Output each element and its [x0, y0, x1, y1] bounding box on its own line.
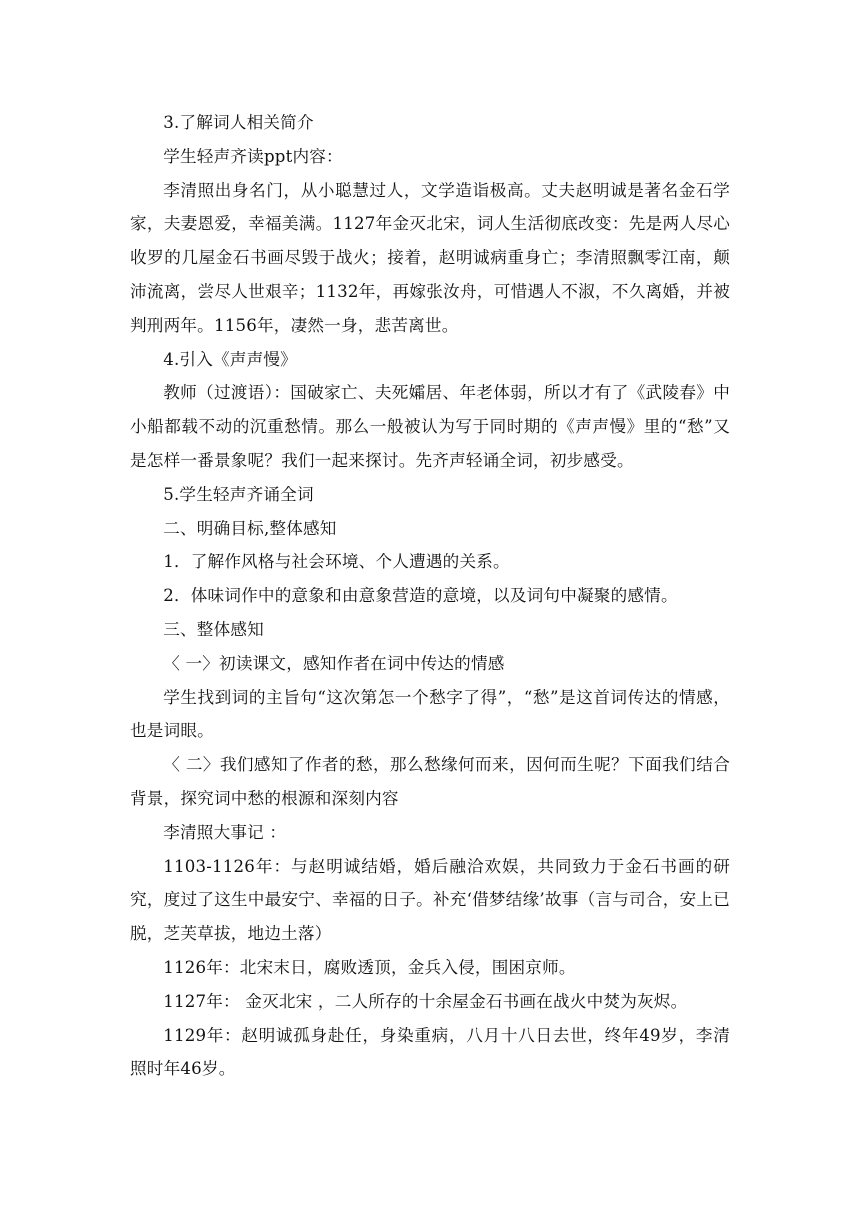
paragraph-part-3-heading: 三、整体感知	[163, 619, 264, 639]
paragraph-li-qingzhao-bio: 李清照出身名门，从小聪慧过人，文学造诣极高。丈夫赵明诚是著名金石学家，夫妻恩爱，幸福美满。1127年金灭北宋，词人生活彻底改变：先是两人尽心收罗的几屋金石书画尽毁于战火；接着，赵明诚病重身亡；李清照飘零江南，颠沛流离，尝尽人世艰辛；1132年，再嫁张汝舟，可惜遇人不淑，不久离婚，并被判刑两年。1156年，凄然一身，悲苦离世。	[130, 180, 730, 335]
paragraph-ppt-intro: 学生轻声齐读ppt内容：	[163, 146, 343, 166]
paragraph-section-3-heading: 3.了解词人相关简介	[163, 113, 314, 132]
paragraph-part-2-heading: 二、明确目标,整体感知	[163, 518, 337, 538]
paragraph-sub-1-heading: 〈 一〉初读课文，感知作者在词中传达的情感	[163, 653, 505, 673]
paragraph-timeline-1126: 1126年：北宋末日，腐败透顶，金兵入侵，围困京师。	[163, 957, 576, 977]
paragraph-timeline-1129: 1129年：赵明诚孤身赴任，身染重病，八月十八日去世，终年49岁，李清照时年46岁。	[130, 1025, 730, 1079]
paragraph-timeline-heading: 李清照大事记 ：	[163, 822, 287, 842]
paragraph-goal-1: 1．了解作风格与社会环境、个人遭遇的关系。	[163, 552, 510, 572]
paragraph-timeline-1127: 1127年： 金灭北宋 ，二人所存的十余屋金石书画在战火中焚为灰烬。	[163, 991, 688, 1011]
document-page	[130, 106, 730, 1086]
paragraph-section-4-heading: 4.引入《声声慢》	[163, 349, 297, 369]
paragraph-teacher-transition: 教师（过渡语）：国破家亡、夫死孀居、年老体弱，所以才有了《武陵春》中小船都载不动的沉重愁情。那么一般被认为写于同时期的《声声慢》里的“愁”又是怎样一番景象呢？我们一起来探讨。先齐声轻诵全词，初步感受。	[130, 383, 730, 470]
paragraph-timeline-1103: 1103-1126年：与赵明诚结婚，婚后融洽欢娱，共同致力于金石书画的研究，度过了这生中最安宁、幸福的日子。补充‘借梦结缘’故事（言与司合，安上已脱，芝芙草拔，地边土落）	[130, 856, 730, 944]
paragraph-sub-2-heading: 〈 二〉我们感知了作者的愁，那么愁缘何而来，因何而生呢？下面我们结合背景，探究词中愁的根源和深刻内容	[130, 755, 730, 808]
paragraph-section-5-heading: 5.学生轻声齐诵全词	[163, 484, 314, 504]
paragraph-theme-sentence: 学生找到词的主旨句“这次第怎一个愁字了得”，“愁”是这首词传达的情感，也是词眼。	[130, 687, 730, 741]
paragraph-goal-2: 2．体味词作中的意象和由意象营造的意境，以及词句中凝聚的感情。	[163, 586, 678, 606]
